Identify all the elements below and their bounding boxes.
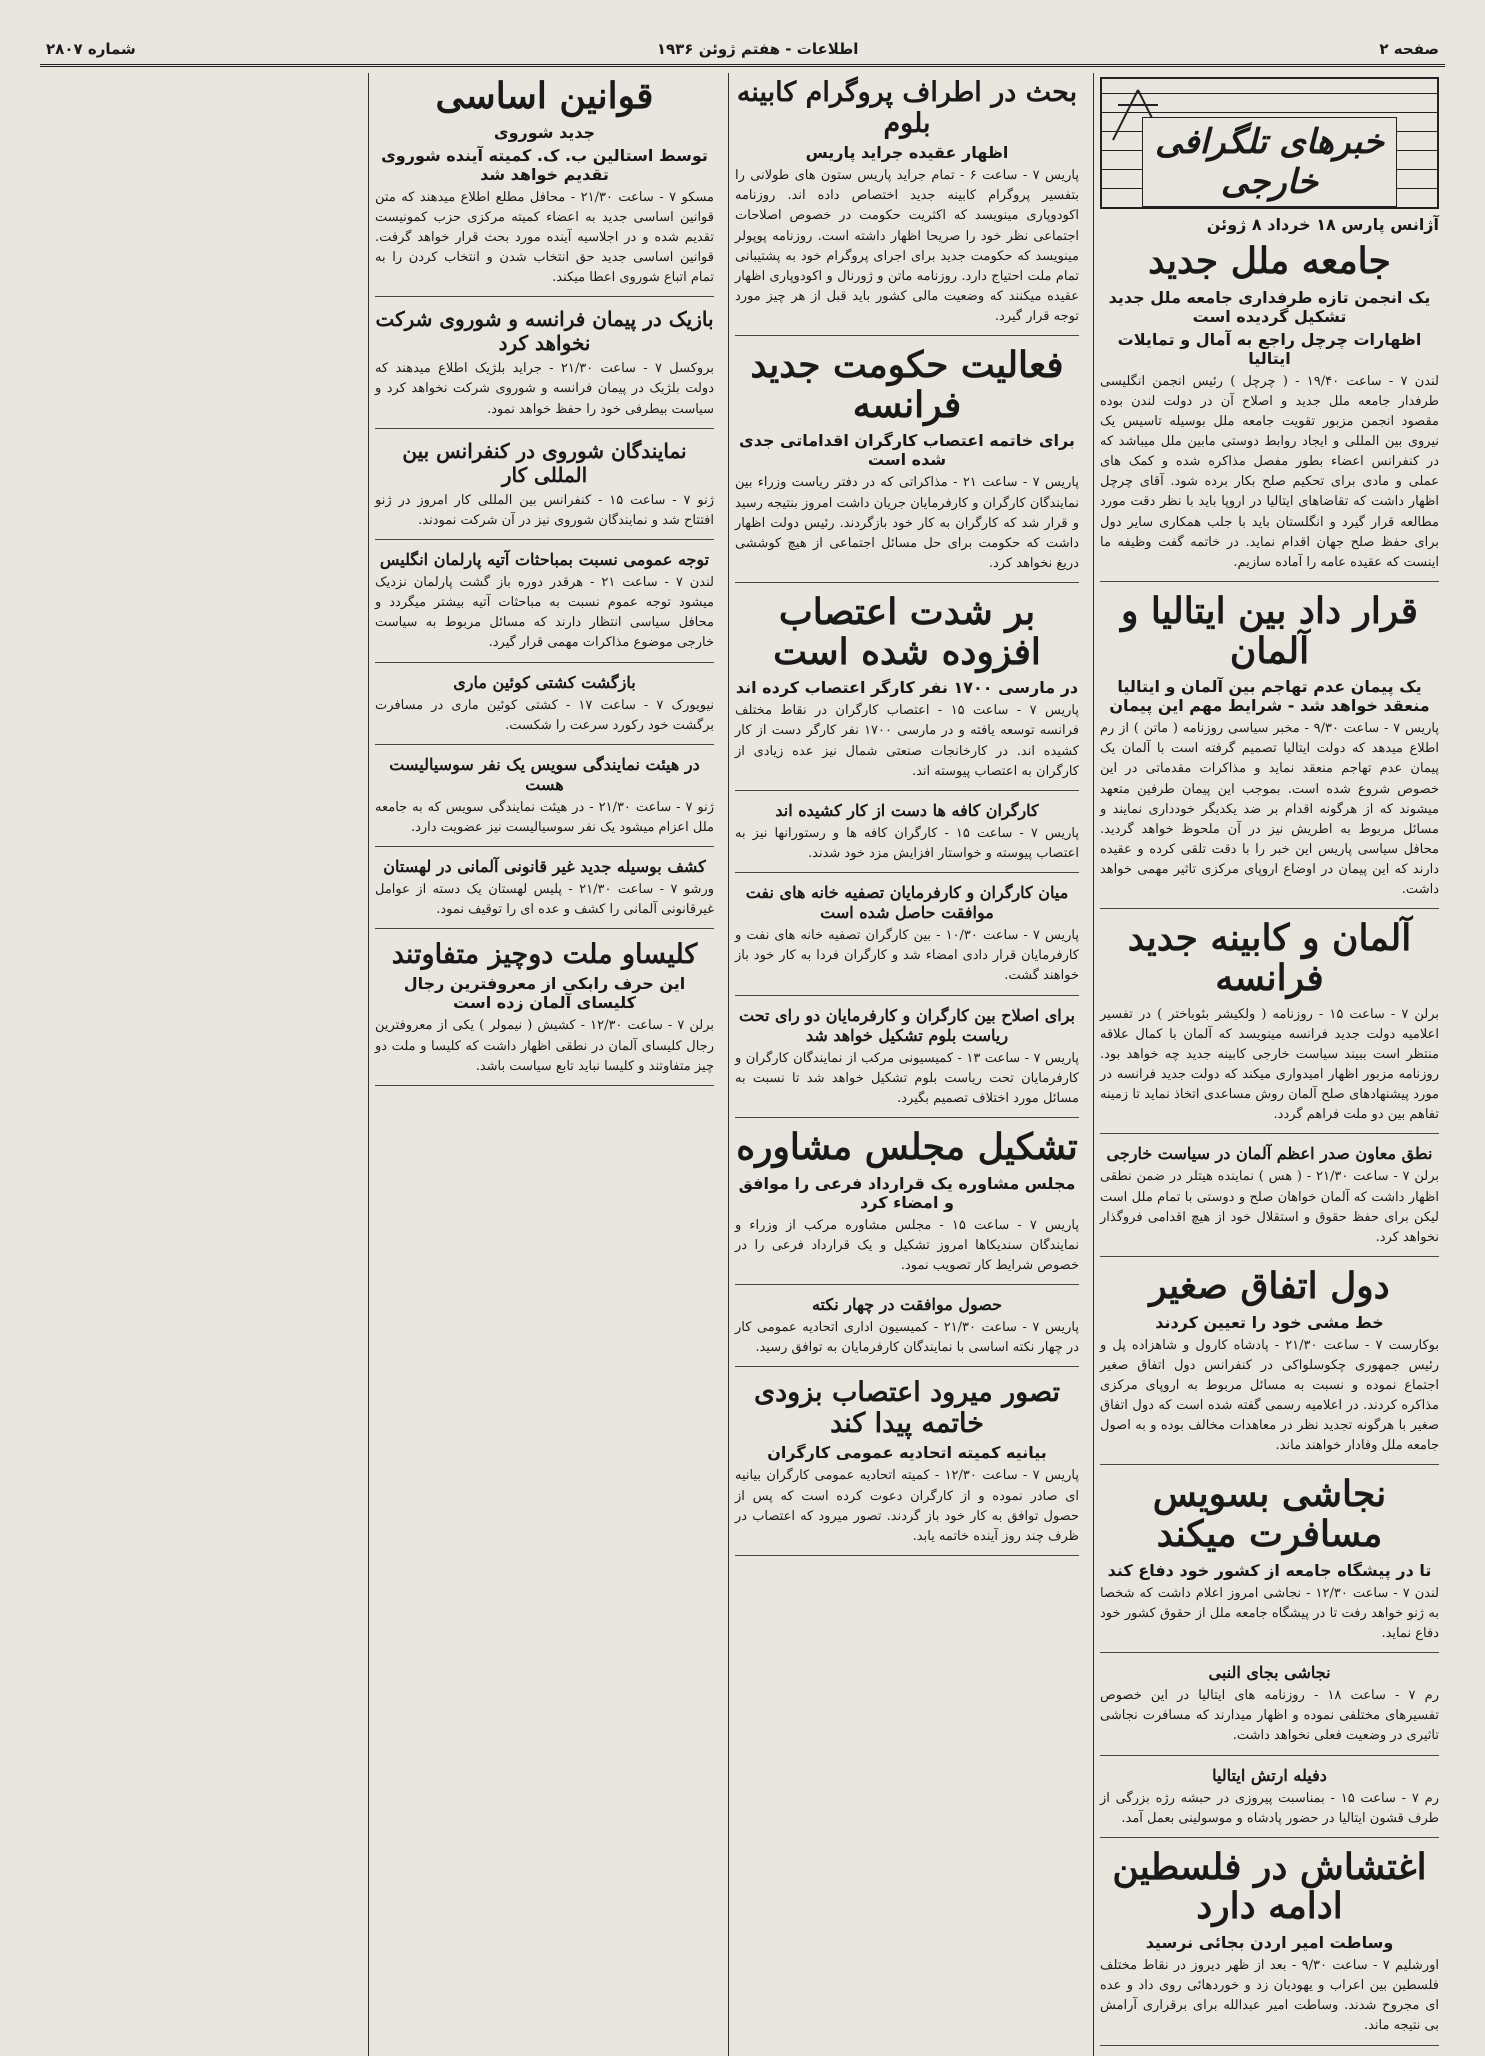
story-body: پاریس ۷ - ساعت ۱۰/۳۰ - بین کارگران تصفیه خانه های نفت و کارفرمایان قرار دادی امضاء شد و کارگران فردا به کار خود باز خواهند گشت. [735,928,1080,984]
story-body: رم ۷ - ساعت ۱۸ - روزنامه های ایتالیا در این خصوص تفسیرهای مختلفی نموده و اظهار میدارند که مسافرت نجاشی تاثیری در وضعیت فعلی نخواهد داشت. [1100,1688,1439,1744]
story-body: برلن ۷ - ساعت ۱۲/۳۰ - کشیش ( نیمولر ) یکی از معروفترین رجال کلیسای آلمان در نطقی اظهار داشت که کلیسا و ملت دو چیز متفاوتند و کلیسا نباید تابع سیاست باشد. [375,1018,715,1074]
story-law_discovery [375,857,714,929]
story-geneva [375,439,714,540]
story-negus_sub [1100,1663,1439,1755]
subheadline: وساطت امیر اردن بجائی نرسید [1145,1932,1394,1952]
story-body: لندن ۷ - ساعت ۱۹/۴۰ - ( چرچل ) رئیس انجمن انگلیسی طرفدار جامعه ملل جدید و اصلاح آن در دولت لندن بوده مقصود انجمن مزبور تقویت جامعه ملل بوسیله تاسیس یک نیروی بین المللی و ایجاد روابط دوستی مابین ملل میباشد که در کنفرانس اعضاء بطور مفصل مذاکره شده و کمک های عملی و مادی برای تحکیم صلح بکار برده شود. آقای چرچل اظهار داشت که تقاضاهای ایتالیا در اروپا باید با نظر دقت مورد مطالعه قرار گیرد و انگلستان باید با جلب همکاری سایر دول برای حفظ صلح جهان اقدام نماید. در خاتمه گفت وظیفه ما اینست که عقیده عامه را آماده سازیم. [1100,373,1440,570]
story-italy_germany [1100,592,1439,909]
story-body: پاریس ۷ - ساعت ۲۱/۳۰ - کمیسیون اداری اتحادیه عمومی کار در چهار نکته اساسی با نمایندگان کارفرمایان به توافق رسید. [735,1320,1079,1356]
headline: قرار داد بین ایتالیا و آلمان [1121,590,1418,672]
page-label: صفحه ۲ [1379,40,1439,58]
story-council [735,1125,1079,1285]
story-body: اورشلیم ۷ - ساعت ۹/۳۰ - بعد از ظهر دیروز در نقاط مختلف فلسطین بین اعراب و یهودیان زد و خوردهائی روی داد و عده ای مجروح شدند. وساطت امیر عبدالله برای برقراری آرامش بی نتیجه ماند. [1100,1957,1439,2034]
story-body: پاریس ۷ - ساعت ۲۱ - مذاکراتی که در دفتر ریاست وزراء بین نمایندگان کارگران و کارفرمایان جریان داشت امروز بنتیجه رسید و قرار شد که کارگران به کار خود بازگردند. رئیس دولت اظهار داشت که حکومت برای حل مسائل اجتماعی از هیچ کوششی دریغ نخواهد کرد. [735,475,1079,571]
story-body: بوکارست ۷ - ساعت ۲۱/۳۰ - پادشاه کارول و شاهزاده پل و رئیس جمهوری چکوسلواکی در کنفرانس دول اتفاق صغیر اجتماع نموده و نسبت به مسائل مربوط به اروپای مرکزی مذاکره کردند. در اعلامیه رسمی گفته شده است که دول اتفاق صغیر با هرگونه تجدید نظر در معاهدات مخالف بوده و به اصول جامعه ملل وفادار خواهند ماند. [1100,1337,1439,1454]
headline: حصول موافقت در چهار نکته [811,1295,1003,1314]
story-italy_army [1100,1766,1439,1838]
column-4 [32,73,360,2056]
story-body: پاریس ۷ - ساعت ۱۵ - اعتصاب کارگران در نقاط مختلف فرانسه توسعه یافته و در مارسی ۱۷۰۰ نفر کارگر دست از کار کشیده اند. در کارخانجات صنعتی شمال نیز عده زیادی از کارگران به اعتصاب پیوسته اند. [735,703,1079,779]
story-mary [375,673,714,745]
story-reform [735,1006,1079,1118]
subheadline: جدید شوروی [493,122,596,142]
headline: نجاشی بجای النبی [1208,1663,1331,1683]
column-2 [728,73,1085,2056]
subheadline: تا در پیشگاه جامعه از کشور خود دفاع کند [1107,1560,1432,1580]
story-body: پاریس ۷ - ساعت ۱۵ - کارگران کافه ها و رستورانها نیز به اعتصاب پیوسته و خواستار افزایش مزد خود شدند. [735,825,1079,861]
story-constitution [375,77,714,297]
story-body: پاریس ۷ - ساعت ۱۵ - مجلس مشاوره مرکب از وزراء و نمایندگان سندیکاها امروز تشکیل و یک قرارداد فرعی را در خصوص شرایط کار تصویب نمود. [735,1217,1079,1273]
headline: بازیک در پیمان فرانسه و شوروی شرکت نخواهد کرد [375,307,714,356]
masthead [1100,77,1439,209]
story-body: بروکسل ۷ - ساعت ۲۱/۳۰ - جراید بلژیک اطلاع میدهند که دولت بلژیک در پیمان فرانسه و شوروی شرکت نخواهد کرد و سیاست بیطرفی خود را حفظ خواهد نمود. [375,361,714,417]
column-3 [368,73,720,2056]
story-league [1100,242,1439,582]
subheadline: اظهار عقیده جراید پاریس [805,143,1009,163]
story-france_pact [375,307,714,428]
story-agreement [735,883,1079,995]
story-body: نیویورک ۷ - ساعت ۱۷ - کشتی کوئین ماری در مسافرت برگشت خود رکورد سرعت را شکست. [375,697,714,733]
masthead-title: خبرهای تلگرافی خارجی [1142,117,1397,207]
page-header [40,34,1445,67]
story-body: لندن ۷ - ساعت ۱۲/۳۰ - نجاشی امروز اعلام داشت که شخصا به ژنو خواهد رفت تا در پیشگاه جامعه ملل از حقوق کشور خود دفاع نماید. [1100,1585,1440,1641]
columns [40,73,1445,2034]
story-swiss_socialist [375,755,714,847]
headline: کلیساو ملت دوچیز متفاوتند [391,939,698,971]
headline: جامعه ملل جدید [1148,240,1391,282]
story-little_entente [1100,1267,1439,1465]
story-body: پاریس ۷ - ساعت ۶ - تمام جراید پاریس ستون های طولانی را بتفسیر پروگرام کابینه جدید اختصاص داده اند. روزنامه اکودوپاری مینویسد که اکثریت حکومت در خصوص اصلاحات اجتماعی نظر خود را صریحا اظهار داشته است. روزنامه پوپولر مینویسد که حکومت جدید برای اجرای پروگرام خود به پشتیبانی تمام ملت احتیاج دارد. روزنامه ماتن و ژورنال و اکودوپاری اظهار عقیده میکنند که وضعیت مالی کشور باید قبل از هر چیز مورد توجه قرار گیرد. [735,168,1079,325]
headline: اغتشاش در فلسطین ادامه دارد [1112,1845,1427,1928]
story-workers_cafe [735,801,1079,873]
subheadline: بیانیه کمیته اتحادیه عمومی کارگران [767,1443,1047,1463]
story-france_gov [735,346,1079,583]
story-body: پاریس ۷ - ساعت ۱۲/۳۰ - کمیته اتحادیه عمومی کارگران بیانیه ای صادر نموده و از کارگران دعوت کرده است که پس از حصول توافق به کار خود باز گردند. تصور میرود که اعتصاب در ظرف چند روز آینده خاتمه یابد. [735,1468,1079,1544]
story-strike_end [735,1377,1079,1556]
headline: دول اتفاق صغیر [1149,1265,1390,1308]
headline: نجاشی بسویس مسافرت میکند [1152,1473,1387,1556]
story-body: لندن ۷ - ساعت ۲۱ - هرقدر دوره باز گشت پارلمان نزدیک میشود توجه عموم نسبت به مباحثات آتیه بیشتر میگردد و محافل سیاسی انتظار دارند که مسائل مربوط به سیاست خارجی موضوع مذاکرات مهمی قرار گیرد. [375,575,715,651]
headline: بر شدت اعتصاب افزوده شده است [773,591,1041,673]
story-body: ورشو ۷ - ساعت ۲۱/۳۰ - پلیس لهستان یک دسته از عوامل غیرقانونی آلمانی را کشف و عده ای را توقیف نمود. [375,882,714,918]
paper-date: اطلاعات - هفتم ژوئن ۱۹۳۶ [656,40,859,58]
subheadline: یک پیمان عدم تهاجم بین آلمان و ایتالیا منعقد خواهد شد - شرایط مهم این پیمان [1109,677,1430,716]
story-body: مسکو ۷ - ساعت ۲۱/۳۰ - محافل مطلع اطلاع میدهند که متن قوانین اساسی جدید به اعضاء کمیته مرکزی حزب کمونیست تقدیم شده و در اجلاسیه آینده مورد بحث قرار خواهد گرفت. قوانین اساسی جدید حق انتخاب شدن و انتخاب کردن را به تمام اتباع شوروی اعطا میکند. [375,189,714,286]
story-germany_france [1100,919,1439,1134]
column-1 [1093,73,1445,2056]
issue-number: شماره ۲۸۰۷ [46,40,136,58]
subheadline: در مارسی ۱۷۰۰ نفر کارگر اعتصاب کرده اند [735,678,1079,698]
headline: کشف بوسیله جدید غیر قانونی آلمانی در لهستان [383,857,706,877]
headline: برای اصلاح بین کارگران و کارفرمایان دو رای تحت ریاست بلوم تشکیل خواهد شد [738,1005,1076,1045]
headline: نمایندگان شوروی در کنفرانس بین المللی کار [402,438,687,487]
subheadline: این حرف رابکی از معروفترین رجال کلیسای آلمان زده است [403,974,686,1013]
headline: آلمان و کابینه جدید فرانسه [1127,917,1412,1000]
headline: فعالیت حکومت جدید فرانسه [750,344,1064,426]
story-north_mines [735,1295,1079,1367]
headline: قوانین اساسی [435,75,654,117]
subheadline: برای خاتمه اعتصاب کارگران اقداماتی جدی شده است [739,431,1075,470]
story-body: ژنو ۷ - ساعت ۲۱/۳۰ - در هیئت نمایندگی سویس که به جامعه ملل اعزام میشود یک نفر سوسیالیست نیز عضویت دارد. [375,799,714,835]
story-negus [1100,1475,1439,1653]
headline: بحث در اطراف پروگرام کابینه بلوم [736,77,1078,140]
story-church [375,939,714,1085]
headline: در هیئت نمایندگی سویس یک نفر سوسیالیست هست [389,754,700,794]
subheadline: توسط استالین ب. ک. کمیته آینده شوروی تقدیم خواهد شد [381,145,708,184]
headline: نطق معاون صدر اعظم آلمان در سیاست خارجی [1106,1144,1433,1164]
story-parliament [375,550,714,663]
story-palestine [1100,1845,1439,2046]
story-body: رم ۷ - ساعت ۱۵ - بمناسبت پیروزی در حبشه رژه بزرگی از طرف قشون ایتالیا در حضور پادشاه و موسولینی بعمل آمد. [1100,1790,1439,1826]
headline: تصور میرود اعتصاب بزودی خاتمه پیدا کند [753,1377,1061,1440]
story-blum_debate [735,77,1079,336]
headline: میان کارگران و کارفرمایان تصفیه خانه های نفت موافقت حاصل شده است [745,883,1069,923]
story-body: برلن ۷ - ساعت ۲۱/۳۰ - ( هس ) نماینده هیتلر در ضمن نطقی اظهار داشت که آلمان خواهان صلح و دوستی با تمام ملل است لیکن برای حفظ حقوق و استقلال خود از هیچ اقدامی فروگذار نخواهد کرد. [1100,1169,1439,1245]
headline: کارگران کافه ها دست از کار کشیده اند [775,800,1039,820]
headline: تشکیل مجلس مشاوره [736,1125,1078,1168]
story-body: پاریس ۷ - ساعت ۱۳ - کمیسیونی مرکب از نمایندگان کارگران و کارفرمایان تحت ریاست بلوم تشکیل خواهد شد تا نسبت به مسائل مورد اختلاف تصمیم بگیرد. [735,1050,1080,1106]
story-body: پاریس ۷ - ساعت ۹/۳۰ - مخبر سیاسی روزنامه ( ماتن ) از رم اطلاع میدهد که دولت ایتالیا تصمیم گرفته است با آلمان یک پیمان عدم تهاجم منعقد نماید و مذاکرات مقدماتی در این خصوص شروع شده است. بموجب این پیمان طرفین متعهد میشوند که از هرگونه اقدام بر ضد یکدیگر خودداری نمایند و مسائل مربوط به اطریش نیز در آن ملحوظ خواهد گردید. محافل سیاسی پاریس این خبر را با دقت تلقی کرده و عقیده دارند که این پیمان در اوضاع اروپای مرکزی تاثیر مهمی خواهد داشت. [1100,721,1440,898]
headline: بازگشت کشتی کوئین ماری [453,672,636,692]
story-strike_grows [735,593,1079,791]
subheadline: مجلس مشاوره یک قرارداد فرعی را موافق و امضاء کرد [738,1173,1076,1212]
dateline: آژانس پارس ۱۸ خرداد ۸ ژوئن [1206,215,1439,234]
subheadline: اظهارات چرچل راجع به آمال و تمایلات ایتالیا [1117,329,1422,368]
story-eden_speech [1100,1144,1439,1257]
headline: دفیله ارتش ایتالیا [1212,1765,1327,1785]
story-body: برلن ۷ - ساعت ۱۵ - روزنامه ( ولکیشر بئوباختر ) در تفسیر اعلامیه دولت جدید فرانسه مینویسد که آلمان با کمال علاقه منتظر است ببیند سیاست خارجی کابینه جدید چه خواهد بود. روزنامه مزبور اظهار امیدواری میکند که دولت جدید فرانسه در مورد پیشنهادهای صلح آلمان روش مساعدی اتخاذ نماید تا زمینه تفاهم بین دو ملت فراهم گردد. [1100,1006,1440,1123]
story-body: ژنو ۷ - ساعت ۱۵ - کنفرانس بین المللی کار امروز در ژنو افتتاح شد و نمایندگان شوروی نیز در آن شرکت نمودند. [375,492,714,528]
subheadline: خط مشی خود را تعیین کردند [1155,1312,1384,1332]
subheadline: یک انجمن تازه طرفداری جامعه ملل جدید تشکیل گردیده است [1108,287,1431,326]
headline: توجه عمومی نسبت بمباحثات آتیه پارلمان انگلیس [379,550,710,569]
